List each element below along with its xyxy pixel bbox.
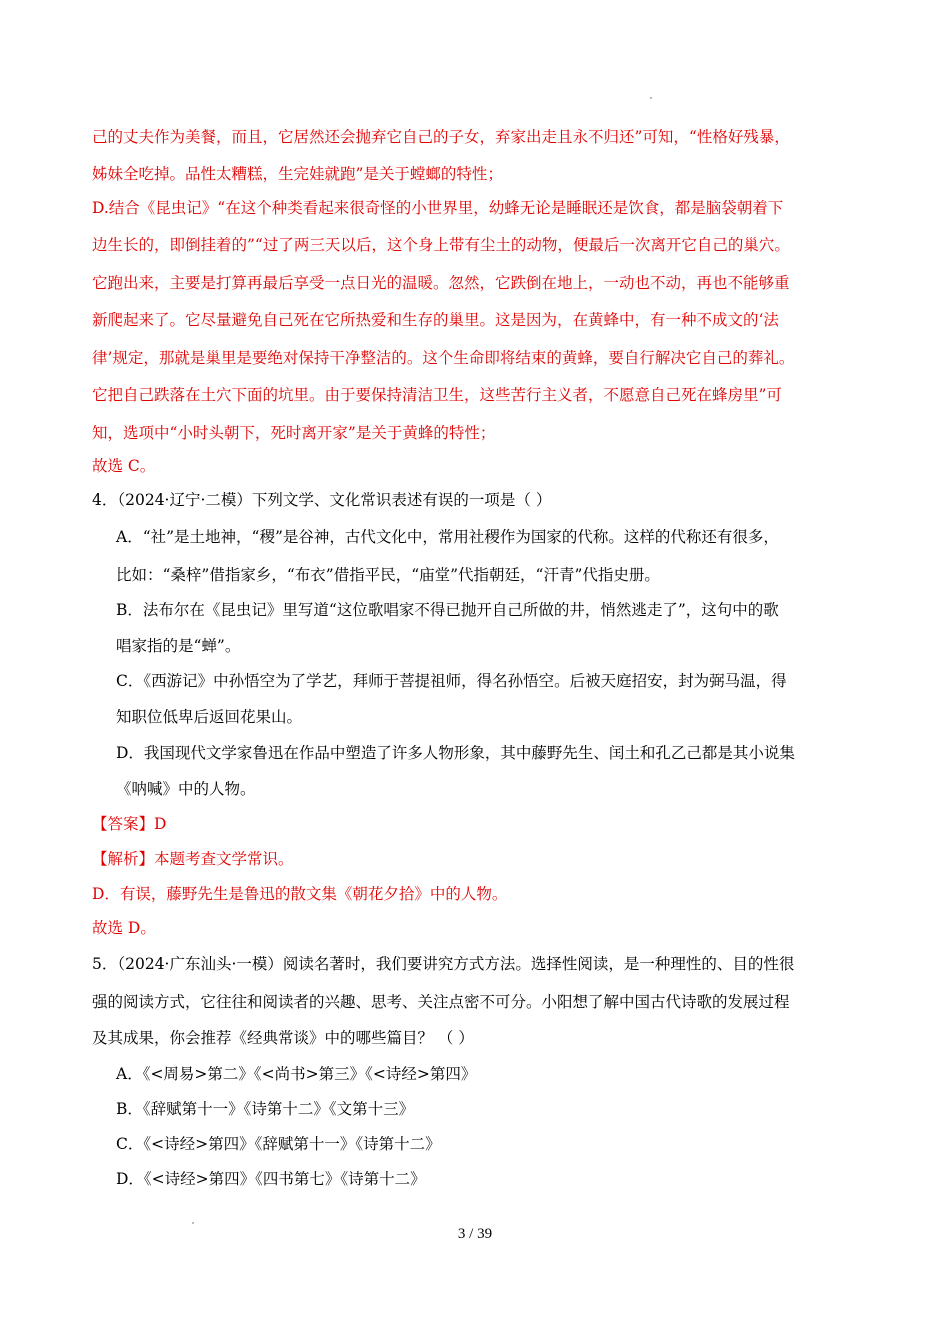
- answer-conclusion: 故选 C。: [92, 457, 156, 475]
- analysis-text-line: 它跑出来，主要是打算再最后享受一点日光的温暖。忽然，它跌倒在地上，一动也不动，再也不能够重: [92, 274, 790, 292]
- question-5-stem: 5．（2024·广东汕头·一模）阅读名著时，我们要讲究方式方法。选择性阅读，是一种理性的、目的性很: [92, 955, 795, 973]
- question-5-option-b: B．《辞赋第十一》《诗第十二》《文第十三》: [116, 1100, 415, 1118]
- question-5-stem-cont: 及其成果，你会推荐《经典常谈》中的哪些篇目？ （ ）: [92, 1029, 474, 1047]
- analysis-text-line: 姊妹全吃掉。品性太糟糕，生完娃就跑”是关于螳螂的特性；: [92, 165, 503, 183]
- page-number: 3 / 39: [457, 1226, 493, 1242]
- question-4-option-b-cont: 唱家指的是“蝉”。: [116, 637, 241, 655]
- question-4-option-b: B．法布尔在《昆虫记》里写道“这位歌唱家不得已抛开自己所做的井，悄然逃走了”，这句中的歌: [116, 601, 779, 619]
- question-4-option-c: C．《西游记》中孙悟空为了学艺，拜师于菩提祖师，得名孙悟空。后被天庭招安，封为弼马温，得: [116, 672, 787, 690]
- question-4-option-d-cont: 《呐喊》中的人物。: [116, 780, 256, 798]
- analysis-text-line: 它把自己跌落在土穴下面的坑里。由于要保持清洁卫生，这些苦行主义者，不愿意自己死在蜂房里”可: [92, 386, 782, 404]
- question-4-option-d: D．我国现代文学家鲁迅在作品中塑造了许多人物形象，其中藤野先生、闰土和孔乙己都是其小说集: [116, 744, 795, 762]
- question-4-option-a: A．“社”是土地神，“稷”是谷神，古代文化中，常用社稷作为国家的代称。这样的代称还有很多，: [116, 528, 779, 546]
- answer-conclusion: 故选 D。: [92, 919, 156, 937]
- scan-dot: [192, 1222, 194, 1224]
- question-5-option-a: A．《<周易>第二》《<尚书>第三》《<诗经>第四》: [116, 1065, 477, 1083]
- question-5-stem-cont: 强的阅读方式，它往往和阅读者的兴趣、思考、关注点密不可分。小阳想了解中国古代诗歌的发展过程: [92, 993, 790, 1011]
- scan-dot: [650, 97, 652, 99]
- analysis-text-line: 边生长的，即倒挂着的”“过了两三天以后，这个身上带有尘土的动物，便最后一次离开它自己的巢穴。: [92, 236, 790, 254]
- analysis-text-line: D.结合《昆虫记》“在这个种类看起来很奇怪的小世界里，幼蜂无论是睡眠还是饮食，都是脑袋朝着下: [92, 199, 784, 217]
- analysis-text-line: D．有误，藤野先生是鲁迅的散文集《朝花夕拾》中的人物。: [92, 885, 508, 903]
- analysis-label: 【解析】本题考查文学常识。: [92, 850, 294, 868]
- analysis-text-line: 知，选项中“小时头朝下，死时离开家”是关于黄蜂的特性；: [92, 424, 496, 442]
- question-4-option-c-cont: 知职位低卑后返回花果山。: [116, 708, 303, 726]
- answer-label: 【答案】D: [92, 815, 167, 833]
- question-4-stem: 4．（2024·辽宁·二模）下列文学、文化常识表述有误的一项是（ ）: [92, 491, 552, 509]
- analysis-text-line: 新爬起来了。它尽量避免自己死在它所热爱和生存的巢里。这是因为，在黄蜂中，有一种不成文的‘法: [92, 311, 779, 329]
- analysis-text-line: 律’规定，那就是巢里是要绝对保持干净整洁的。这个生命即将结束的黄蜂，要自行解决它自己的葬礼。: [92, 349, 795, 367]
- question-4-option-a-cont: 比如：“桑梓”借指家乡，“布衣”借指平民，“庙堂”代指朝廷，“汗青”代指史册。: [116, 566, 660, 584]
- analysis-text-line: 己的丈夫作为美餐，而且，它居然还会抛弃它自己的子女，弃家出走且永不归还”可知，“性格好残暴，: [92, 128, 790, 146]
- question-5-option-c: C．《<诗经>第四》《辞赋第十一》《诗第十二》: [116, 1135, 441, 1153]
- question-5-option-d: D．《<诗经>第四》《四书第七》《诗第十二》: [116, 1170, 426, 1188]
